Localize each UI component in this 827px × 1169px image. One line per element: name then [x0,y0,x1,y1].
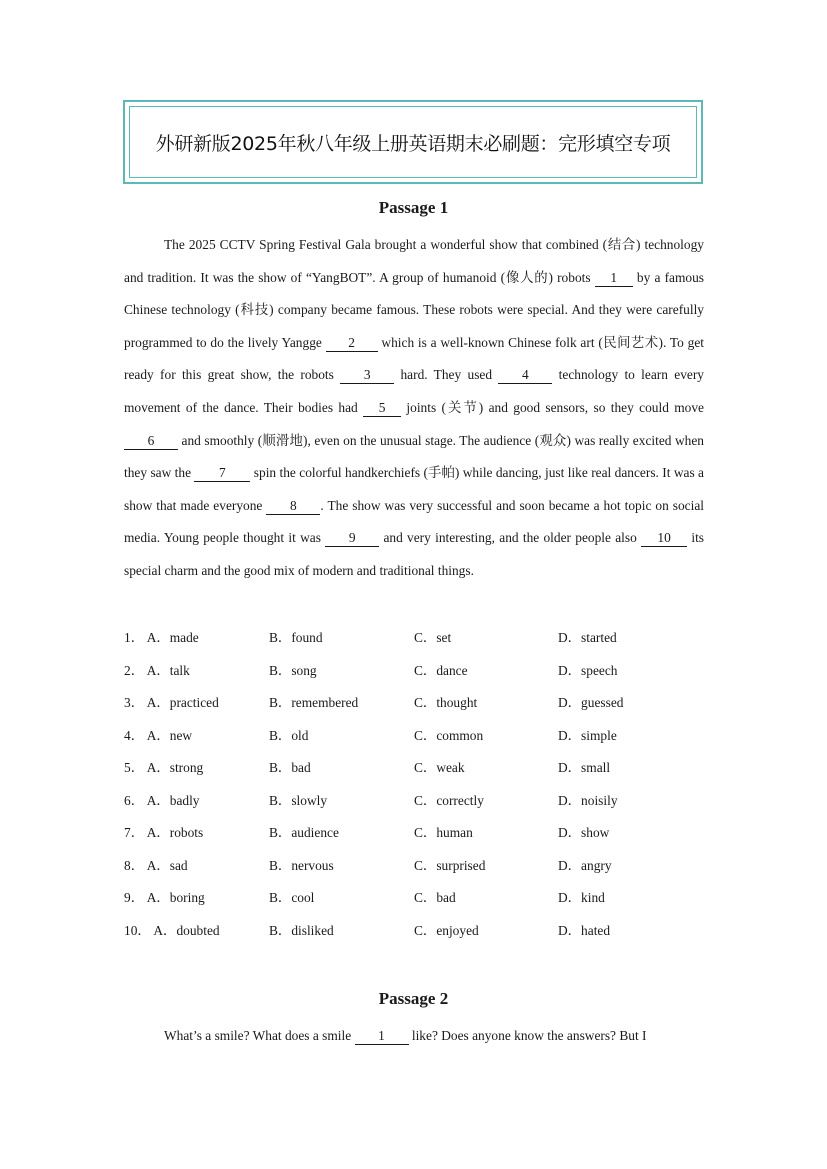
option-d: D．small [558,760,611,775]
question-row [124,855,724,875]
option-b: B．disliked [269,922,334,938]
option-d: D．hated [558,922,611,938]
option-a: 9． A．boring [124,890,205,905]
question-row [124,725,724,745]
blank-5: 5 [363,400,401,417]
option-b: B．bad [269,760,311,775]
text-run: The 2025 CCTV Spring Festival Gala brought a wonderful show that combined (结合) technology and tradition. It was the show of “YangBOT”. A group of humanoid (像人的) robots [124,237,704,285]
option-d: D．noisily [558,792,618,808]
option-d: D．started [558,630,617,645]
option-c: C．human [414,825,473,840]
blank-8: 8 [266,498,320,515]
question-row [124,822,724,842]
title-inner-border [129,106,697,178]
text-run: technology to learn every movement of the dance. Their bodies had [124,367,704,415]
text-run: joints (关节) and good sensors, so they could move [401,399,704,415]
blank-1: 1 [595,270,633,287]
option-a: 6． A．badly [124,792,200,808]
blank-9: 9 [325,530,379,547]
passage-2-text [124,1020,704,1053]
question-row [124,920,724,940]
question-row [124,887,724,907]
option-c: C．dance [414,662,468,678]
passage-2-title: Passage 2 [378,989,449,1008]
option-d: D．guessed [558,695,624,710]
option-d: D．kind [558,890,605,905]
option-a: 2． A．talk [124,662,190,678]
option-b: B．remembered [269,695,359,710]
blank-7: 7 [194,465,250,482]
blank-3: 3 [340,367,394,384]
option-a: 4． A．new [124,727,193,743]
option-a: 1． A．made [124,630,199,645]
title-box [123,100,703,184]
blank-6: 6 [124,433,178,450]
option-a: 5． A．strong [124,760,204,775]
text-run: hard. They used [394,367,499,383]
option-c: C．enjoyed [414,922,479,938]
text-run: What’s a smile? What does a smile [164,1028,355,1043]
question-row [124,790,724,810]
passage-1-text [124,229,704,588]
blank-10: 10 [641,530,687,547]
text-run: spin the colorful handkerchiefs (手帕) while dancing, just like real dancers. It was a show that made everyone [124,465,704,513]
option-c: C．correctly [414,792,484,808]
option-d: D．simple [558,727,617,743]
option-b: B．slowly [269,792,328,808]
option-b: B．nervous [269,857,334,873]
option-b: B．audience [269,825,339,840]
option-b: B．song [269,662,317,678]
option-b: B．old [269,727,309,743]
question-row [124,660,724,680]
option-c: C．weak [414,760,465,775]
option-d: D．angry [558,857,612,873]
option-d: D．speech [558,662,618,678]
text-run: by a famous Chinese technology (科技) company became famous. These robots were special. And they were carefully programmed to do the lively Yangge [124,269,704,350]
question-row [124,757,724,777]
option-c: C．common [414,727,484,743]
option-c: C．set [414,630,452,645]
text-run: like? Does anyone know the answers? But I [408,1028,647,1043]
text-run: . The show was very successful and soon became a hot topic on social media. Young people thought it was [124,497,705,546]
option-c: C．surprised [414,857,486,873]
option-c: C．bad [414,890,456,905]
blank-1: 1 [355,1028,409,1045]
question-row [124,692,724,712]
option-d: D．show [558,825,610,840]
question-row [124,627,724,647]
text-run: and very interesting, and the older people also [379,530,642,546]
option-a: 10． A．doubted [124,922,220,938]
option-a: 3． A．practiced [124,695,219,710]
option-b: B．cool [269,890,315,905]
blank-2: 2 [326,335,378,352]
blank-4: 4 [498,367,552,384]
option-a: 8． A．sad [124,857,188,873]
text-run: its special charm and the good mix of modern and traditional things. [124,530,704,578]
text-run: and smoothly (顺滑地), even on the unusual stage. The audience (观众) was really excited when they saw the [124,432,704,481]
option-a: 7． A．robots [124,825,204,840]
passage-1-title: Passage 1 [378,198,449,217]
option-b: B．found [269,630,323,645]
document-title: 外研新版2025年秋八年级上册英语期末必刷题：完形填空专项 [155,132,671,155]
option-c: C．thought [414,695,478,710]
text-run: which is a well-known Chinese folk art (民间艺术). To get ready for this great show, the robots [124,334,705,383]
